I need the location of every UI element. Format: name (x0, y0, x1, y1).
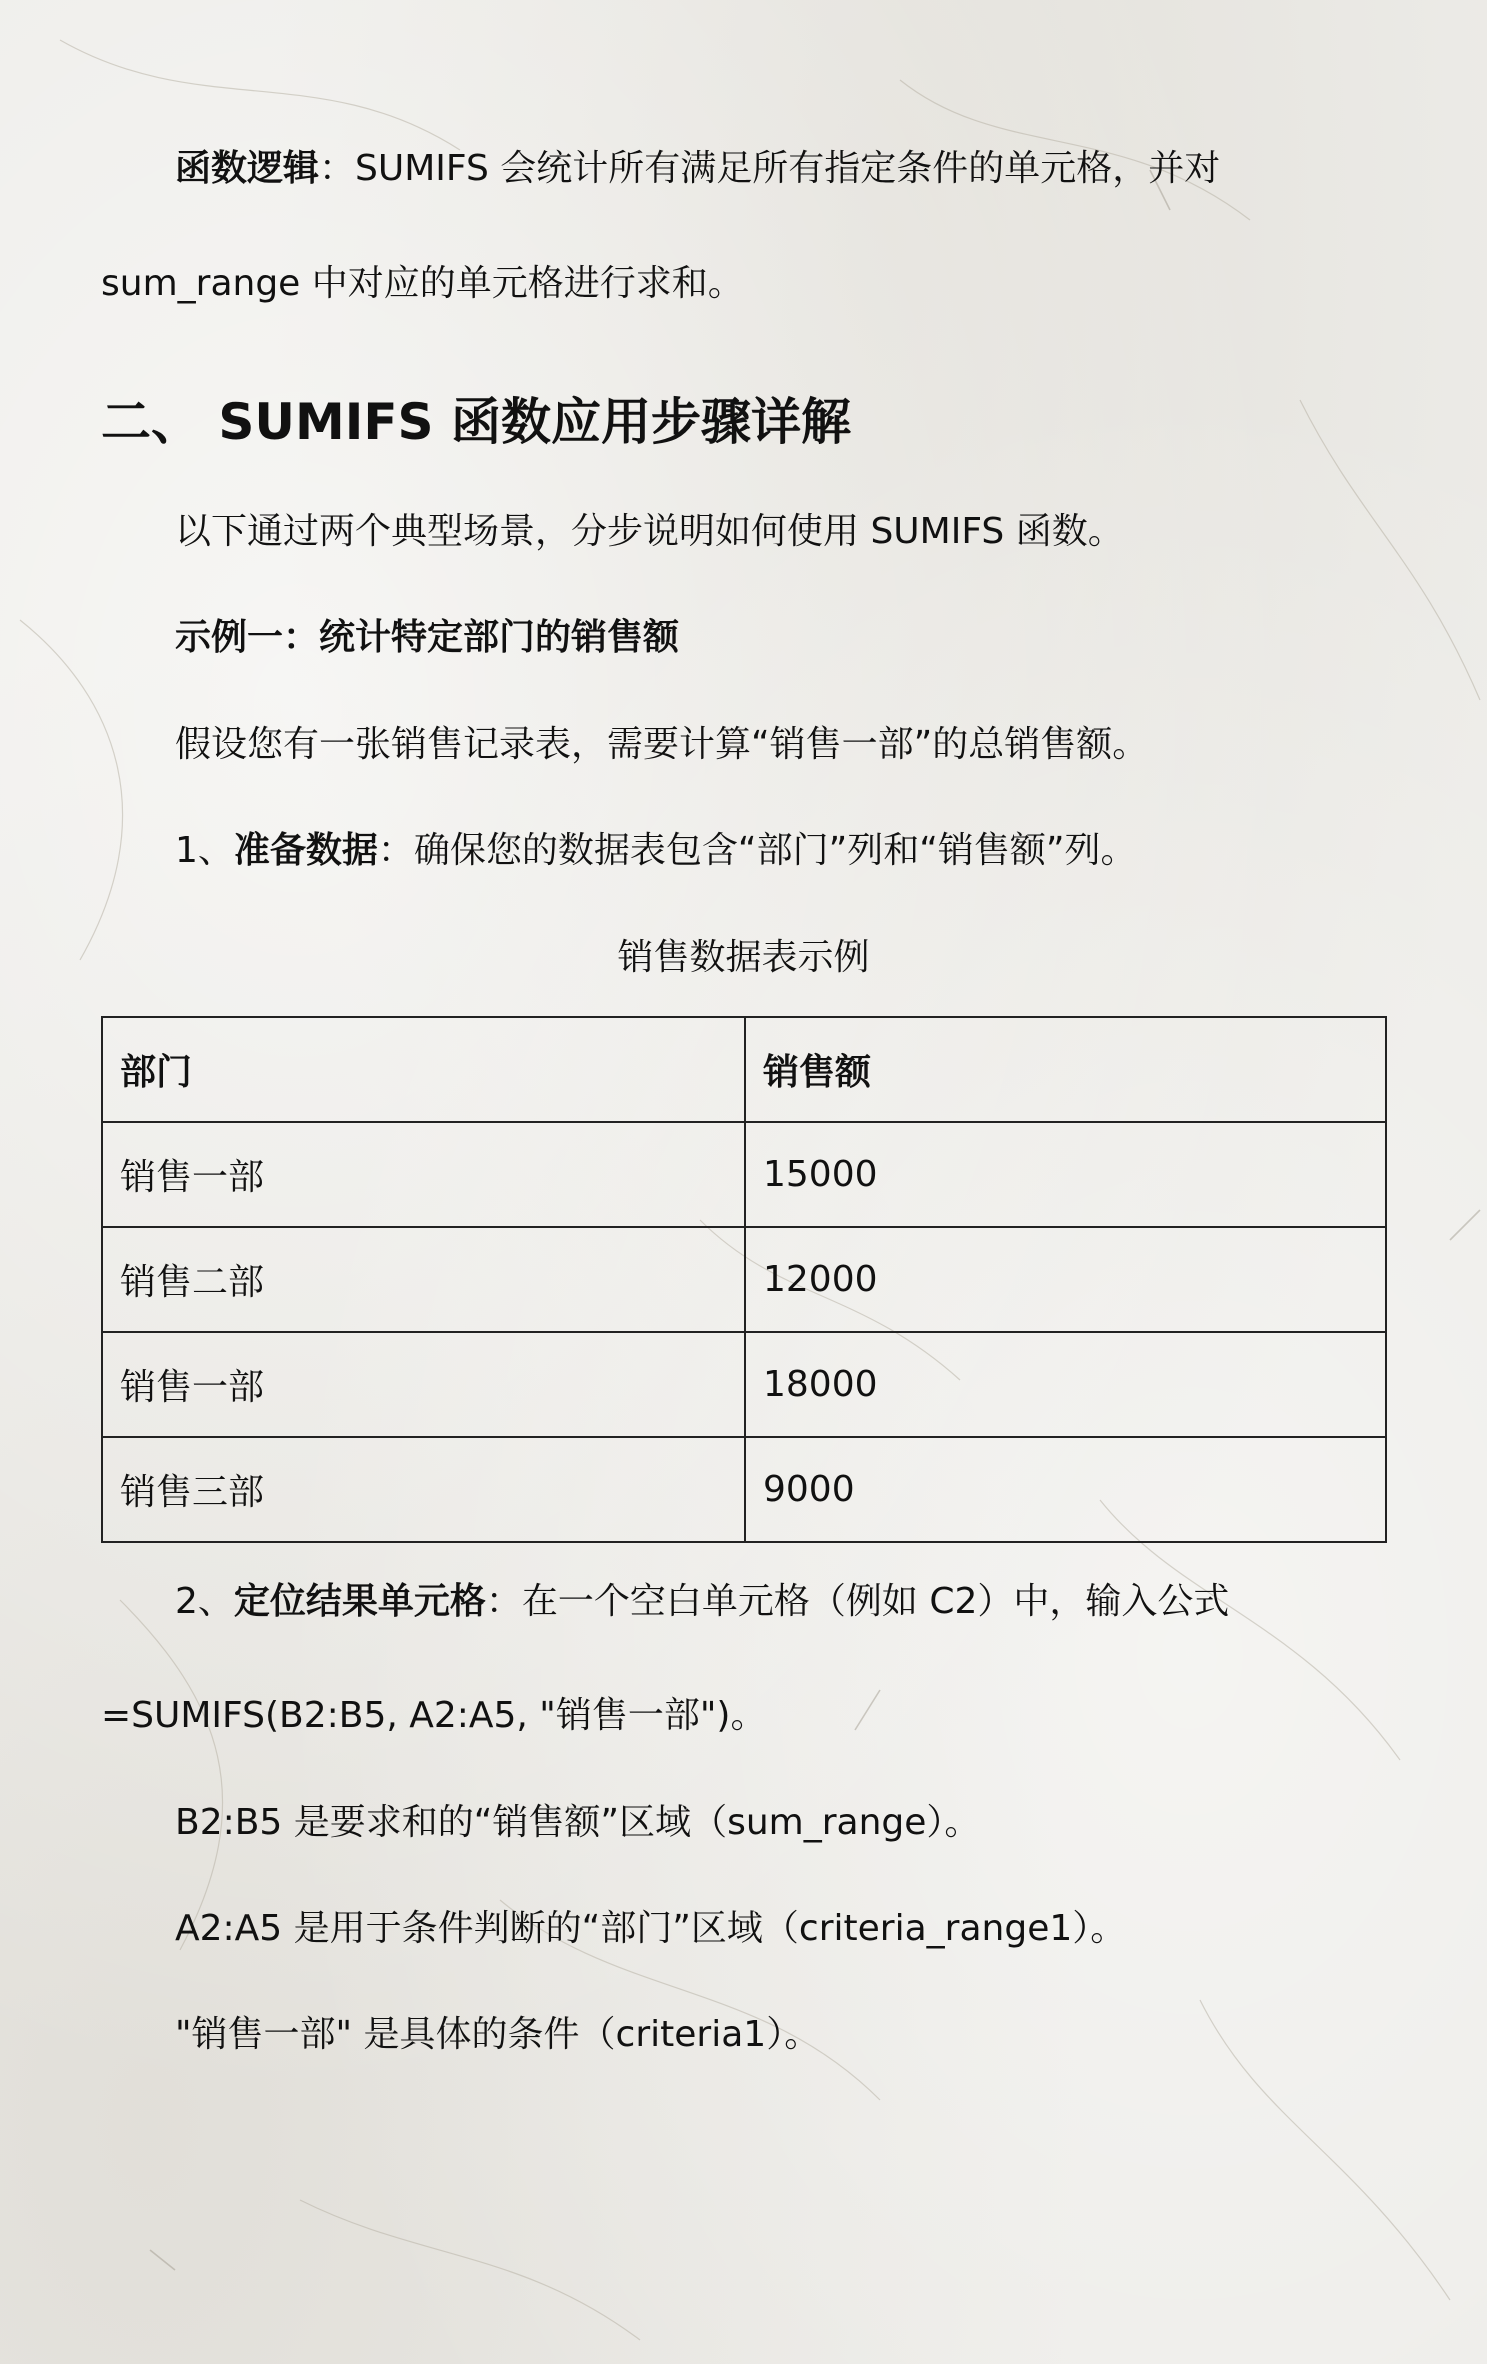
section-heading: 二、 SUMIFS 函数应用步骤详解 (101, 393, 851, 451)
table-row (102, 1227, 1386, 1332)
table-row (102, 1332, 1386, 1437)
cell-department: 销售二部 (102, 1227, 745, 1332)
step-2-label: 定位结果单元格 (233, 1581, 486, 1622)
step-1-text: ：确保您的数据表包含“部门”列和“销售额”列。 (377, 830, 1137, 871)
step-1-prefix: 1、 (175, 830, 234, 871)
step-1 (175, 827, 1137, 875)
logic-label: 函数逻辑 (175, 148, 320, 189)
table-header-row (102, 1017, 1386, 1122)
assumption-paragraph: 假设您有一张销售记录表，需要计算“销售一部”的总销售额。 (175, 724, 1149, 765)
sales-table (101, 1016, 1387, 1543)
cell-sales: 15000 (745, 1122, 1386, 1227)
logic-text: ：SUMIFS 会统计所有满足所有指定条件的单元格，并对 (319, 148, 1221, 189)
step-2 (175, 1578, 1229, 1626)
step-2-prefix: 2、 (175, 1581, 234, 1622)
cell-sales: 18000 (745, 1332, 1386, 1437)
cell-sales: 9000 (745, 1437, 1386, 1542)
header-department: 部门 (102, 1017, 745, 1122)
table-row (102, 1122, 1386, 1227)
intro-paragraph: 以下通过两个典型场景，分步说明如何使用 SUMIFS 函数。 (175, 511, 1124, 552)
table-caption: 销售数据表示例 (617, 937, 870, 978)
step-2-text: ：在一个空白单元格（例如 C2）中，输入公式 (485, 1581, 1230, 1622)
header-sales: 销售额 (745, 1017, 1386, 1122)
cell-department: 销售一部 (102, 1332, 745, 1437)
formula-line: =SUMIFS(B2:B5, A2:A5, "销售一部")。 (101, 1695, 767, 1736)
cell-department: 销售三部 (102, 1437, 745, 1542)
cell-department: 销售一部 (102, 1122, 745, 1227)
cell-sales: 12000 (745, 1227, 1386, 1332)
logic-paragraph-line-1 (175, 145, 1220, 193)
logic-paragraph-line-2: sum_range 中对应的单元格进行求和。 (101, 263, 744, 304)
example-title: 示例一：统计特定部门的销售额 (175, 617, 680, 658)
explain-sum-range: B2:B5 是要求和的“销售额”区域（sum_range）。 (175, 1802, 981, 1843)
table-row (102, 1437, 1386, 1542)
step-1-label: 准备数据 (233, 830, 378, 871)
explain-criteria-range: A2:A5 是用于条件判断的“部门”区域（criteria_range1）。 (175, 1908, 1127, 1949)
explain-criteria: "销售一部" 是具体的条件（criteria1）。 (175, 2014, 821, 2055)
